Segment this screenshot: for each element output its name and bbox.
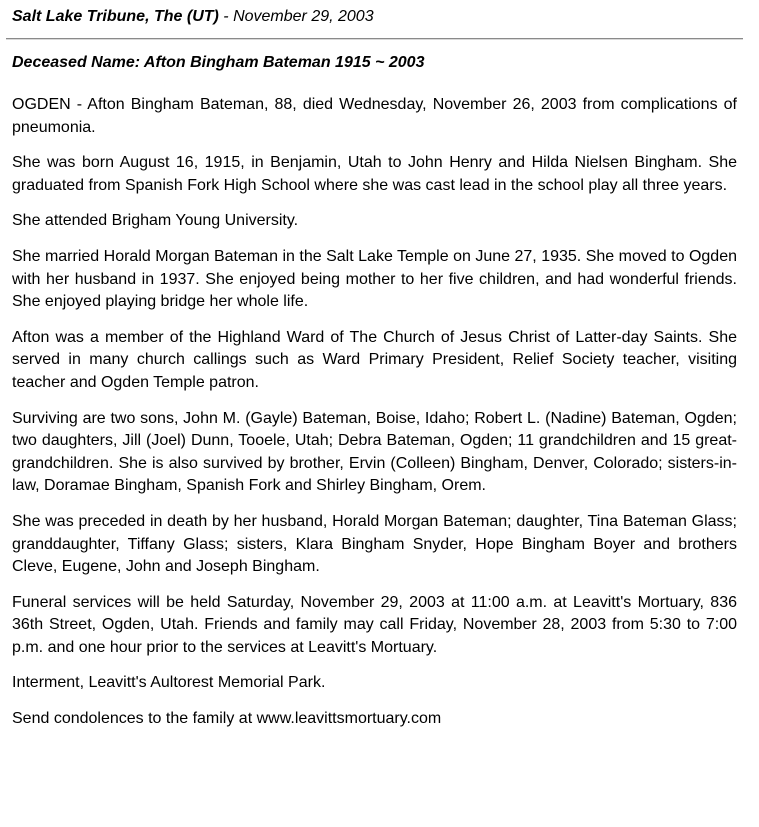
obituary-paragraph: Send condolences to the family at www.leavittsmortuary.com — [12, 710, 442, 728]
header-divider — [6, 38, 743, 40]
obituary-paragraph: Interment, Leavitt's Aultorest Memorial Park. — [12, 674, 326, 692]
obituary-paragraph: Surviving are two sons, John M. (Gayle) Bateman, Boise, Idaho; Robert L. (Nadine) Bateman, Ogden; two daughters, Jill (Joel) Dunn, Tooele, Utah; Debra Bateman, Ogden; 11 grandchildren and 15 great-grandchildren. She is also survived by brother, Ervin (Colleen) Bingham, Denver, Colorado; sisters-in-law, Doramae Bingham, Spanish Fork and Shirley Bingham, Orem. — [12, 409, 737, 495]
publication-header — [12, 6, 374, 28]
obituary-paragraph: She attended Brigham Young University. — [12, 212, 299, 230]
obituary-paragraph: Afton was a member of the Highland Ward of The Church of Jesus Christ of Latter-day Saints. She served in many church callings such as Ward Primary President, Relief Society teacher, visiting teacher and Ogden Temple patron. — [12, 328, 737, 391]
header-separator: - — [218, 8, 234, 25]
obituary-paragraph: She was preceded in death by her husband, Horald Morgan Bateman; daughter, Tina Bateman Glass; granddaughter, Tiffany Glass; sisters, Klara Bingham Snyder, Hope Bingham Boyer and brothers Cleve, Eugene, John and Joseph Bingham. — [12, 512, 737, 576]
obituary-paragraph: OGDEN - Afton Bingham Bateman, 88, died Wednesday, November 26, 2003 from complications of pneumonia. — [12, 96, 737, 136]
obituary-paragraph: She married Horald Morgan Bateman in the Salt Lake Temple on June 27, 1935. She moved to Ogden with her husband in 1937. She enjoyed being mother to her five children, and had wonderful friends. She enjoyed playing bridge her whole life. — [12, 247, 737, 311]
publication-date: November 29, 2003 — [233, 8, 374, 25]
obituary-paragraph: She was born August 16, 1915, in Benjamin, Utah to John Henry and Hilda Nielsen Bingham. She graduated from Spanish Fork High School where she was cast lead in the school play all three years. — [12, 154, 737, 194]
publication-source: Salt Lake Tribune, The (UT) — [12, 8, 219, 25]
obituary-paragraph: Funeral services will be held Saturday, November 29, 2003 at 11:00 a.m. at Leavitt's Mortuary, 836 36th Street, Ogden, Utah. Friends and family may call Friday, November 28, 2003 from 5:30 to 7:00 p.m. and one hour prior to the services at Leavitt's Mortuary. — [12, 593, 737, 656]
obituary-body — [12, 94, 737, 744]
deceased-name-heading: Deceased Name: Afton Bingham Bateman 1915 ~ 2003 — [12, 54, 425, 71]
